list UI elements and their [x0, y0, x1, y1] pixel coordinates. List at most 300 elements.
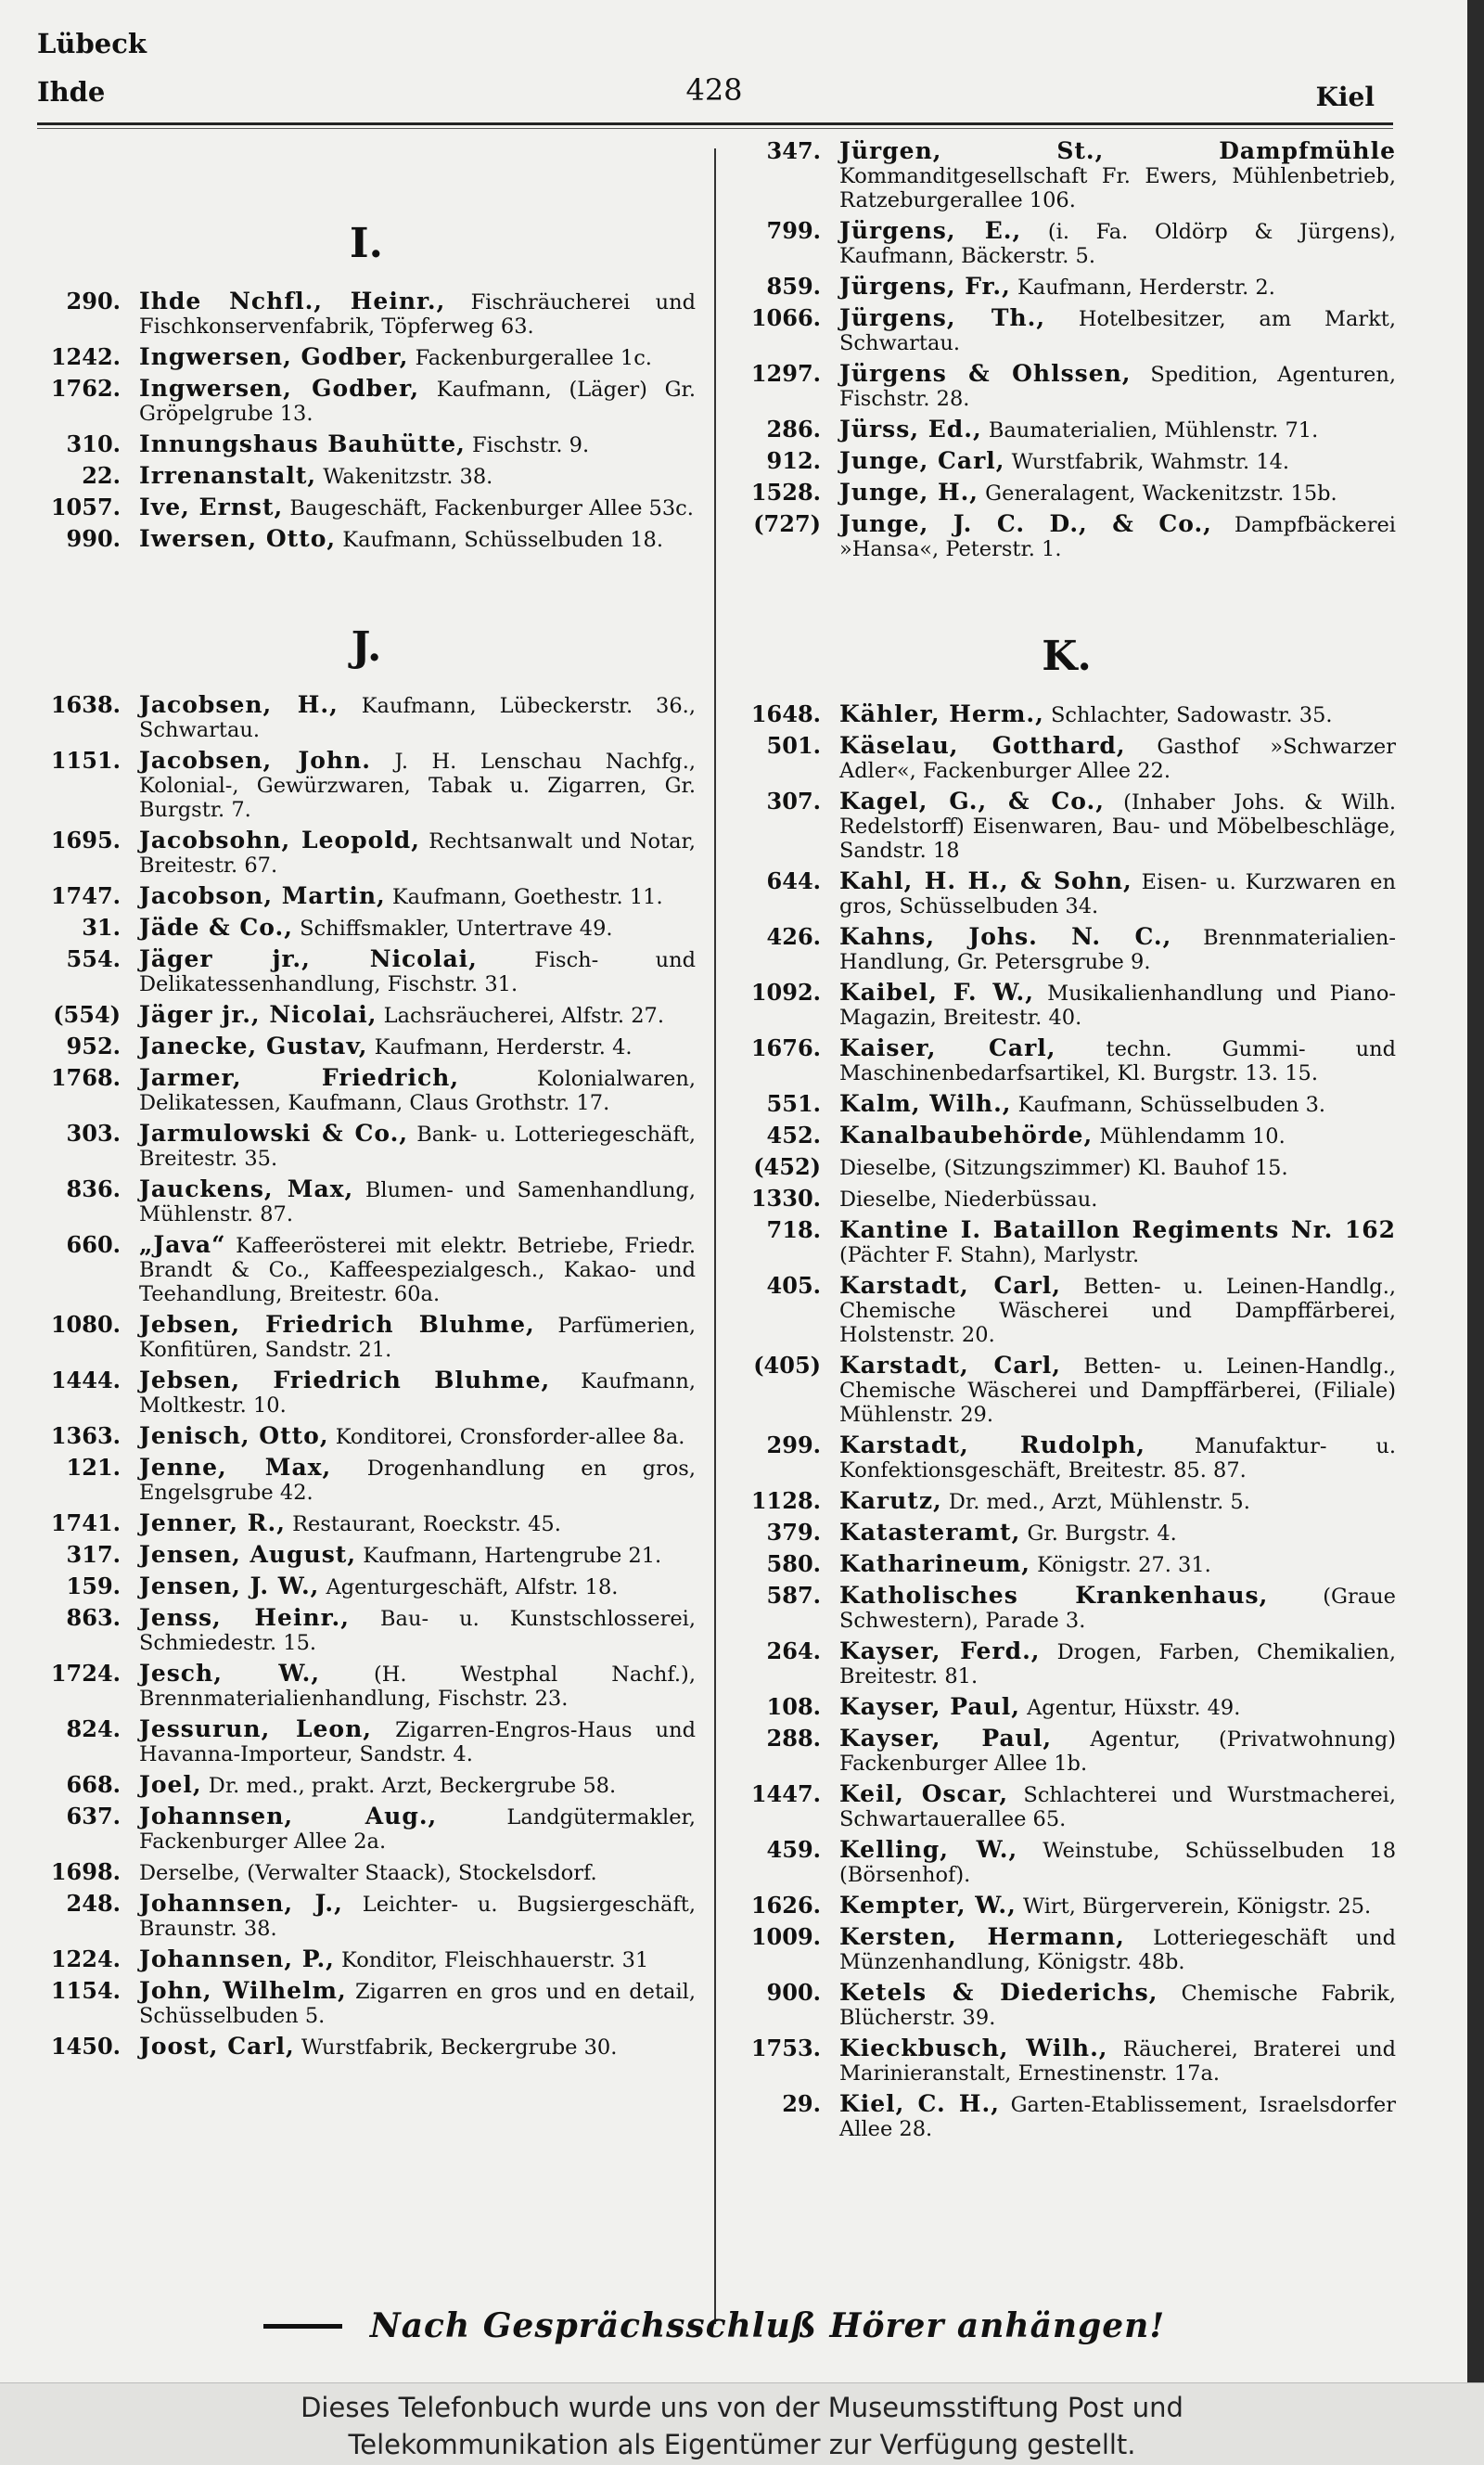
directory-entry	[37, 1066, 696, 1115]
entry-text: Dr. med., prakt. Arzt, Beckergrube 58.	[208, 1774, 617, 1798]
entry-phone-number: 1363.	[50, 1422, 121, 1449]
entry-phone-number: 1768.	[50, 1064, 121, 1091]
entry-phone-number: 108.	[766, 1693, 821, 1720]
entry-body	[839, 139, 1396, 212]
entry-name: Ketels & Diederichs,	[839, 1979, 1158, 2006]
entry-text: Kaufmann, Hartengrube 21.	[363, 1544, 662, 1568]
entry-body	[839, 306, 1396, 355]
entry-name: Käselau, Gotthard,	[839, 732, 1126, 759]
entry-name: Ingwersen, Godber,	[139, 375, 420, 402]
entry-phone-number: (405)	[753, 1352, 821, 1379]
entry-text: Lachsräucherei, Alfstr. 27.	[383, 1004, 664, 1028]
entry-text: Drogenhandlung en gros, Engelsgrube 42.	[139, 1457, 696, 1505]
entry-name: Kähler, Herm.,	[839, 700, 1044, 727]
entry-text: (Inhaber Johs. & Wilh. Redelstorff) Eisenwaren, Bau- und Möbelbeschläge, Sandstr. 18	[839, 790, 1397, 863]
entry-text: Wakenitzstr. 38.	[323, 465, 493, 489]
entry-body	[839, 1838, 1396, 1887]
entry-body	[839, 702, 1396, 727]
entry-text: Kommanditgesellschaft Fr. Ewers, Mühlenbetrieb, Ratzeburgerallee 106.	[839, 164, 1396, 212]
entry-name: Johannsen, P.,	[139, 1945, 335, 1972]
directory-entry	[737, 512, 1396, 561]
entry-text: Spedition, Agenturen, Fischstr. 28.	[839, 363, 1396, 411]
entry-phone-number: 1224.	[50, 1945, 121, 1972]
directory-entry	[37, 1511, 696, 1536]
entry-name: Katharineum,	[839, 1550, 1030, 1577]
entry-text: Dr. med., Arzt, Mühlenstr. 5.	[948, 1490, 1250, 1514]
entry-body	[839, 790, 1396, 863]
entry-phone-number: 863.	[66, 1604, 121, 1631]
entry-name: John, Wilhelm,	[139, 1977, 347, 2004]
directory-entry	[37, 289, 696, 339]
entry-text: Blumen- und Samenhandlung, Mühlenstr. 87.	[139, 1178, 696, 1226]
entry-name: Katasteramt,	[839, 1519, 1021, 1546]
entry-body	[839, 1092, 1396, 1117]
entry-phone-number: 718.	[766, 1216, 821, 1243]
entry-phone-number: 452.	[766, 1122, 821, 1149]
entry-phone-number: 1154.	[50, 1977, 121, 2004]
column-divider	[714, 148, 716, 2324]
entry-phone-number: 501.	[766, 732, 821, 759]
entry-name: Jesch, W.,	[139, 1660, 321, 1687]
directory-entry	[737, 1981, 1396, 2030]
entry-name: Joel,	[139, 1771, 202, 1798]
directory-entry	[737, 1123, 1396, 1149]
entry-text: Agentur, Hüxstr. 49.	[1027, 1696, 1241, 1720]
entry-text: J. H. Lenschau Nachfg., Kolonial-, Gewürzwaren, Tabak u. Zigarren, Gr. Burgstr. 7.	[139, 750, 696, 822]
entry-text: Gasthof »Schwarzer Adler«, Fackenburger Allee 22.	[839, 735, 1397, 783]
entry-phone-number: 1638.	[50, 691, 121, 718]
entry-text: Kaufmann, Schüsselbuden 3.	[1017, 1093, 1326, 1117]
entry-body	[839, 1695, 1396, 1720]
entry-name: Karutz,	[839, 1487, 942, 1514]
entry-text: Parfümerien, Konfitüren, Sandstr. 21.	[139, 1314, 696, 1362]
entry-name: Kayser, Ferd.,	[839, 1637, 1041, 1664]
directory-entry	[737, 1894, 1396, 1919]
directory-entry	[737, 1584, 1396, 1633]
entry-text: Kaufmann, (Läger) Gr. Gröpelgrube 13.	[139, 378, 696, 426]
entry-name: Iwersen, Otto,	[139, 525, 337, 552]
entry-phone-number: 1747.	[50, 882, 121, 909]
directory-entry	[737, 925, 1396, 974]
entry-body	[839, 1489, 1396, 1514]
entry-text: Restaurant, Roeckstr. 45.	[292, 1512, 561, 1536]
entry-body	[839, 1727, 1396, 1776]
entry-body	[839, 275, 1396, 300]
entry-body	[139, 1606, 696, 1655]
entry-name: Keil, Oscar,	[839, 1780, 1009, 1807]
directory-entry	[37, 1122, 696, 1171]
entry-phone-number: 1242.	[50, 343, 121, 370]
directory-entry	[37, 1574, 696, 1599]
entry-phone-number: 668.	[66, 1771, 121, 1798]
entry-name: Kiel, C. H.,	[839, 2090, 1000, 2117]
entry-phone-number: 459.	[766, 1836, 821, 1863]
entry-body	[139, 464, 696, 489]
header-rule-thin	[37, 128, 1393, 129]
entry-text: Lotteriegeschäft und Münzenhandlung, Königstr. 48b.	[839, 1926, 1396, 1974]
entry-phone-number: 426.	[766, 923, 821, 950]
directory-entry	[37, 1003, 696, 1028]
entry-text: Kaufmann, Goethestr. 11.	[391, 885, 663, 909]
entry-text: Fischräucherei und Fischkonservenfabrik, Töpferweg 63.	[139, 290, 696, 339]
entry-name: Kayser, Paul,	[839, 1725, 1053, 1752]
directory-entry	[737, 981, 1396, 1030]
entry-phone-number: 286.	[766, 416, 821, 443]
entry-text: Kaffeerösterei mit elektr. Betriebe, Friedr. Brandt & Co., Kaffeespezialgesch., Kakao- und Teehandlung, Breitestr. 60a.	[139, 1234, 697, 1306]
directory-entry	[737, 1727, 1396, 1776]
entry-name: Jacobsohn, Leopold,	[139, 827, 420, 854]
directory-entry	[37, 1717, 696, 1766]
entry-text: Rechtsanwalt und Notar, Breitestr. 67.	[139, 829, 696, 878]
directory-entry	[37, 1979, 696, 2028]
entry-body	[839, 2092, 1396, 2141]
entry-body	[839, 1218, 1396, 1267]
entry-name: Ingwersen, Godber,	[139, 343, 409, 370]
entry-body	[139, 1066, 696, 1115]
entry-name: Karstadt, Rudolph,	[839, 1431, 1145, 1458]
entry-text: Chemische Fabrik, Blücherstr. 39.	[839, 1982, 1396, 2030]
entry-body	[839, 219, 1396, 268]
entry-body	[839, 734, 1396, 783]
directory-entry	[737, 734, 1396, 783]
entry-name: Kanalbaubehörde,	[839, 1122, 1094, 1149]
entry-phone-number: 310.	[66, 430, 121, 457]
directory-entry	[37, 1034, 696, 1059]
entry-text: Gr. Burgstr. 4.	[1027, 1521, 1177, 1546]
entry-phone-number: 1057.	[50, 494, 121, 520]
directory-entry	[737, 1552, 1396, 1577]
entry-body	[839, 1036, 1396, 1085]
entry-body	[839, 1155, 1396, 1180]
entry-name: Jauckens, Max,	[139, 1175, 354, 1202]
directory-entry	[37, 1947, 696, 1972]
entry-phone-number: 405.	[766, 1272, 821, 1299]
entry-text: Schiffsmakler, Untertrave 49.	[300, 917, 613, 941]
entry-body	[139, 828, 696, 878]
entry-phone-number: 1128.	[750, 1487, 821, 1514]
entry-name: Innungshaus Bauhütte,	[139, 430, 466, 457]
entry-text: Mühlendamm 10.	[1099, 1124, 1286, 1149]
entry-body	[139, 1947, 696, 1972]
entry-text: Fischstr. 9.	[472, 433, 590, 457]
entry-body	[839, 1433, 1396, 1483]
entry-phone-number: 824.	[66, 1715, 121, 1742]
entry-text: Kaufmann, Moltkestr. 10.	[139, 1369, 696, 1418]
entry-phone-number: 554.	[66, 945, 121, 972]
entry-body	[139, 1424, 696, 1449]
entry-text: Zigarren-Engros-Haus und Havanna-Importeur, Sandstr. 4.	[139, 1718, 696, 1766]
entry-phone-number: 303.	[66, 1120, 121, 1147]
directory-entry	[37, 1424, 696, 1449]
entry-text: Baugeschäft, Fackenburger Allee 53c.	[289, 496, 694, 520]
entry-name: „Java“	[139, 1231, 226, 1258]
directory-entry	[37, 947, 696, 996]
entry-text: Zigarren en gros und en detail, Schüsselbuden 5.	[139, 1980, 696, 2028]
entry-body	[139, 2035, 696, 2060]
entry-name: Kahl, H. H., & Sohn,	[839, 867, 1132, 894]
entry-text: Wirt, Bürgerverein, Königstr. 25.	[1022, 1894, 1372, 1919]
entry-phone-number: 1626.	[750, 1892, 821, 1919]
directory-entry	[737, 1925, 1396, 1974]
entry-name: Kaiser, Carl,	[839, 1034, 1056, 1061]
header-city: Lübeck	[37, 28, 147, 59]
header-range-start: Ihde	[37, 76, 106, 108]
entry-phone-number: 836.	[66, 1175, 121, 1202]
entry-phone-number: 1753.	[750, 2035, 821, 2061]
entry-name: Karstadt, Carl,	[839, 1272, 1061, 1299]
entry-text: Bau- u. Kunstschlosserei, Schmiedestr. 15.	[139, 1607, 696, 1655]
entry-name: Katholisches Krankenhaus,	[839, 1582, 1269, 1609]
directory-entry	[737, 1187, 1396, 1212]
entry-phone-number: 1695.	[50, 827, 121, 854]
entry-phone-number: 1450.	[50, 2033, 121, 2060]
entry-name: Kempter, W.,	[839, 1892, 1017, 1919]
section-letter: I.	[350, 220, 383, 267]
entry-text: Garten-Etablissement, Israelsdorfer Allee 28.	[839, 2093, 1397, 2141]
entry-body	[139, 1574, 696, 1599]
directory-entry	[737, 219, 1396, 268]
entry-text: Manufaktur- u. Konfektionsgeschäft, Breitestr. 85. 87.	[839, 1434, 1396, 1483]
directory-entry	[737, 1433, 1396, 1483]
directory-entry	[37, 749, 696, 822]
entry-name: Jürgen, St., Dampfmühle	[839, 137, 1396, 164]
entry-body	[839, 362, 1396, 411]
entry-body	[839, 512, 1396, 561]
entry-text: Bank- u. Lotteriegeschäft, Breitestr. 35.	[139, 1123, 696, 1171]
entry-text: Hotelbesitzer, am Markt, Schwartau.	[839, 307, 1396, 355]
entry-body	[839, 1782, 1396, 1831]
entry-name: Jarmer, Friedrich,	[139, 1064, 460, 1091]
entry-name: Jacobsen, H.,	[139, 691, 339, 718]
entry-body	[839, 1584, 1396, 1633]
entry-name: Jenss, Heinr.,	[139, 1604, 350, 1631]
entry-phone-number: 1648.	[750, 700, 821, 727]
entry-phone-number: 288.	[766, 1725, 821, 1752]
entry-phone-number: 1080.	[50, 1311, 121, 1338]
entry-body	[139, 1177, 696, 1226]
entry-name: Jenisch, Otto,	[139, 1422, 329, 1449]
directory-entry	[737, 481, 1396, 506]
directory-entry	[37, 377, 696, 426]
entry-body	[839, 417, 1396, 443]
entry-text: Musikalienhandlung und Piano-Magazin, Breitestr. 40.	[839, 982, 1397, 1030]
entry-phone-number: 248.	[66, 1890, 121, 1917]
entry-body	[139, 884, 696, 909]
entry-body	[839, 1274, 1396, 1347]
entry-phone-number: 637.	[66, 1803, 121, 1829]
entry-name: Jacobson, Martin,	[139, 882, 386, 909]
entry-phone-number: 317.	[66, 1541, 121, 1568]
directory-entry	[737, 1639, 1396, 1688]
entry-body	[139, 1892, 696, 1941]
entry-phone-number: 587.	[766, 1582, 821, 1609]
entry-text: Wurstfabrik, Wahmstr. 14.	[1011, 450, 1290, 474]
directory-entry	[37, 1773, 696, 1798]
directory-entry	[737, 1695, 1396, 1720]
entry-name: Kalm, Wilh.,	[839, 1090, 1012, 1117]
directory-entry	[737, 1521, 1396, 1546]
directory-entry	[37, 916, 696, 941]
entry-text: Leichter- u. Bugsiergeschäft, Braunstr. 38.	[139, 1893, 696, 1941]
entry-text: Kaufmann, Lübeckerstr. 36., Schwartau.	[139, 694, 696, 742]
entry-text: Dieselbe, Niederbüssau.	[839, 1188, 1098, 1212]
directory-entry	[737, 2036, 1396, 2086]
entry-text: Konditor, Fleischhauerstr. 31	[341, 1948, 649, 1972]
directory-entry	[37, 1313, 696, 1362]
entry-phone-number: 1724.	[50, 1660, 121, 1687]
credit-line-2: Telekommunikation als Eigentümer zur Verfügung gestellt.	[348, 2429, 1136, 2460]
entry-phone-number: 1297.	[750, 360, 821, 387]
slogan-dash	[263, 2324, 342, 2329]
entry-name: Jäde & Co.,	[139, 914, 293, 941]
entry-name: Karstadt, Carl,	[839, 1352, 1061, 1379]
entry-name: Junge, H.,	[839, 479, 979, 506]
directory-entry	[737, 362, 1396, 411]
entry-text: Kaufmann, Herderstr. 2.	[1017, 276, 1275, 300]
entry-text: Konditorei, Cronsforder-allee 8a.	[335, 1425, 685, 1449]
entry-name: Kagel, G., & Co.,	[839, 788, 1105, 815]
entry-phone-number: 1330.	[750, 1185, 821, 1212]
entry-name: Jürgens, Fr.,	[839, 273, 1011, 300]
entry-body	[139, 749, 696, 822]
entry-name: Jäger jr., Nicolai,	[139, 1001, 377, 1028]
entry-text: (i. Fa. Oldörp & Jürgens), Kaufmann, Bäckerstr. 5.	[839, 220, 1397, 268]
entry-name: Irrenanstalt,	[139, 462, 317, 489]
entry-phone-number: 952.	[66, 1033, 121, 1059]
entry-body	[839, 1639, 1396, 1688]
entry-body	[139, 1543, 696, 1568]
entry-body	[139, 495, 696, 520]
entry-phone-number: 264.	[766, 1637, 821, 1664]
entry-body	[139, 432, 696, 457]
entry-body	[839, 981, 1396, 1030]
directory-entry	[737, 1354, 1396, 1427]
entry-text: Dampfbäckerei »Hansa«, Peterstr. 1.	[839, 513, 1396, 561]
entry-text: (Pächter F. Stahn), Marlystr.	[839, 1243, 1140, 1267]
entry-name: Jenne, Max,	[139, 1454, 332, 1481]
entry-text: Schlachter, Sadowastr. 35.	[1050, 703, 1333, 727]
directory-entry	[737, 1092, 1396, 1117]
footer-slogan: Nach Gesprächsschluß Hörer anhängen!	[369, 2306, 1166, 2345]
directory-entry	[37, 1543, 696, 1568]
entry-body	[139, 1804, 696, 1854]
entry-name: Johannsen, Aug.,	[139, 1803, 438, 1829]
entry-body	[139, 1979, 696, 2028]
entry-phone-number: 347.	[766, 137, 821, 164]
entry-name: Junge, Carl,	[839, 447, 1005, 474]
entry-body	[839, 449, 1396, 474]
directory-entry	[737, 449, 1396, 474]
credit-line-1: Dieses Telefonbuch wurde uns von der Museumsstiftung Post und	[301, 2392, 1183, 2423]
entry-name: Kelling, W.,	[839, 1836, 1018, 1863]
directory-entry	[737, 869, 1396, 918]
directory-entry	[37, 1860, 696, 1885]
directory-entry	[37, 345, 696, 370]
entry-phone-number: 912.	[766, 447, 821, 474]
entry-text: Kaufmann, Schüsselbuden 18.	[342, 528, 663, 552]
directory-entry	[37, 527, 696, 552]
directory-entry	[37, 432, 696, 457]
entry-text: Königstr. 27. 31.	[1037, 1553, 1211, 1577]
entry-phone-number: 799.	[766, 217, 821, 244]
entry-text: Kaufmann, Herderstr. 4.	[374, 1035, 633, 1059]
entry-text: Betten- u. Leinen-Handlg., Chemische Wäscherei und Dampffärberei, (Filiale) Mühlenstr. 29.	[839, 1354, 1397, 1427]
directory-entry	[37, 1892, 696, 1941]
entry-name: Jenner, R.,	[139, 1509, 286, 1536]
entry-body	[839, 1925, 1396, 1974]
entry-name: Jebsen, Friedrich Bluhme,	[139, 1311, 535, 1338]
entry-phone-number: 31.	[82, 914, 121, 941]
entry-phone-number: 644.	[766, 867, 821, 894]
directory-entry	[37, 828, 696, 878]
directory-entry	[737, 702, 1396, 727]
entry-name: Ive, Ernst,	[139, 494, 284, 520]
entry-phone-number: 859.	[766, 273, 821, 300]
entry-name: Jürgens, E.,	[839, 217, 1022, 244]
entry-name: Ihde Nchfl., Heinr.,	[139, 288, 446, 315]
entry-body	[139, 916, 696, 941]
entry-phone-number: 551.	[766, 1090, 821, 1117]
footer-slogan-line	[37, 2306, 1391, 2345]
entry-phone-number: 1066.	[750, 304, 821, 331]
directory-entry	[737, 790, 1396, 863]
entry-name: Johannsen, J.,	[139, 1890, 343, 1917]
entry-body	[139, 1368, 696, 1418]
directory-entry	[737, 275, 1396, 300]
entry-body	[139, 947, 696, 996]
entry-phone-number: (452)	[753, 1153, 821, 1180]
directory-entry	[737, 1838, 1396, 1887]
entry-text: Dieselbe, (Sitzungszimmer) Kl. Bauhof 15.	[839, 1156, 1288, 1180]
entry-body	[839, 869, 1396, 918]
entry-name: Jensen, J. W.,	[139, 1573, 320, 1599]
entry-phone-number: 121.	[66, 1454, 121, 1481]
entry-phone-number: 307.	[766, 788, 821, 815]
directory-entry	[737, 1218, 1396, 1267]
entry-text: Brennmaterialien-Handlung, Gr. Petersgrube 9.	[839, 926, 1396, 974]
entry-phone-number: 1762.	[50, 375, 121, 402]
entry-phone-number: 159.	[66, 1573, 121, 1599]
directory-entry	[737, 1782, 1396, 1831]
entry-body	[139, 345, 696, 370]
entry-phone-number: 1151.	[50, 747, 121, 774]
directory-entry	[737, 306, 1396, 355]
entry-name: Kaibel, F. W.,	[839, 979, 1034, 1006]
entry-body	[139, 289, 696, 339]
directory-entry	[37, 1804, 696, 1854]
entry-body	[839, 1521, 1396, 1546]
directory-entry	[37, 884, 696, 909]
entry-name: Jürss, Ed.,	[839, 416, 982, 443]
entry-name: Jacobsen, John.	[139, 747, 371, 774]
entry-body	[139, 1456, 696, 1505]
entry-name: Kieckbusch, Wilh.,	[839, 2035, 1108, 2061]
entry-phone-number: (727)	[753, 510, 821, 537]
entry-text: Wurstfabrik, Beckergrube 30.	[301, 2035, 618, 2060]
entry-phone-number: 1447.	[750, 1780, 821, 1807]
entry-body	[139, 1662, 696, 1711]
entry-name: Kantine I. Bataillon Regiments Nr. 162	[839, 1216, 1396, 1243]
entry-body	[139, 1233, 696, 1306]
directory-entry	[37, 1177, 696, 1226]
entry-phone-number: 29.	[782, 2090, 821, 2117]
directory-entry	[737, 139, 1396, 212]
entry-phone-number: 1741.	[50, 1509, 121, 1536]
entry-phone-number: 1444.	[50, 1367, 121, 1393]
directory-entry	[37, 2035, 696, 2060]
entry-phone-number: (554)	[53, 1001, 121, 1028]
entry-phone-number: 299.	[766, 1431, 821, 1458]
